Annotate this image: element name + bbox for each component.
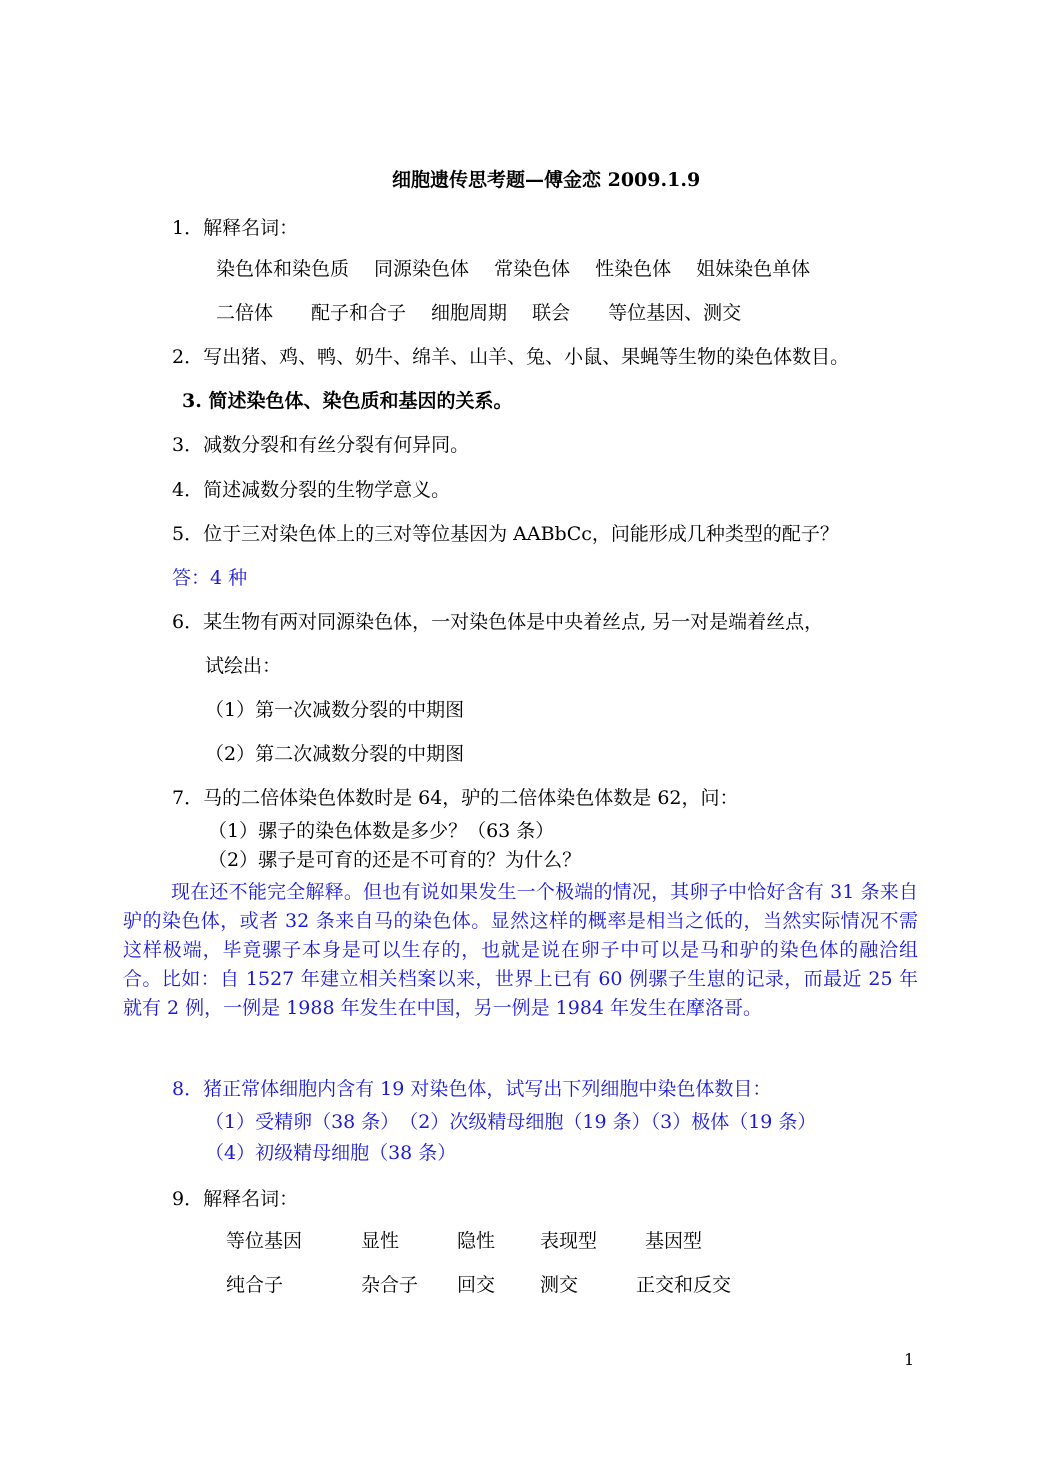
question-3: 3．减数分裂和有丝分裂有何异同。 [172,434,470,456]
question-1-label: 1．解释名词： [172,217,299,239]
question-9-term: 隐性 [457,1230,496,1252]
question-7-sub2: （2）骡子是可育的还是不可育的？为什么？ [208,849,582,871]
question-9-term: 测交 [540,1274,579,1296]
question-7-sub1: （1）骡子的染色体数是多少？（63 条） [208,820,555,842]
question-9-term: 正交和反交 [636,1274,732,1296]
question-8-line3: （4）初级精母细胞（38 条） [205,1142,457,1164]
question-6-sub1: （1）第一次减数分裂的中期图 [205,699,465,721]
question-4: 4．简述减数分裂的生物学意义。 [172,479,451,501]
question-5: 5．位于三对染色体上的三对等位基因为 AABbCc，问能形成几种类型的配子？ [172,523,839,545]
question-9-term: 显性 [361,1230,400,1252]
question-6-line1: 6．某生物有两对同源染色体，一对染色体是中央着丝点, 另一对是端着丝点， [172,611,824,633]
question-3-bold: 3. 简述染色体、染色质和基因的关系。 [182,390,513,412]
question-8-line2: （1）受精卵（38 条） （2）次级精母细胞（19 条）（3）极体（19 条） [205,1111,817,1133]
question-6-line2: 试绘出： [205,655,282,677]
document-title: 细胞遗传思考题—傅金恋 2009.1.9 [392,169,701,191]
question-6-sub2: （2）第二次减数分裂的中期图 [205,743,465,765]
page-number: 1 [904,1350,915,1369]
question-2: 2．写出猪、鸡、鸭、奶牛、绵羊、山羊、兔、小鼠、果蝇等生物的染色体数目。 [172,346,850,368]
question-1-terms-row1: 染色体和染色质 同源染色体 常染色体 性染色体 姐妹染色单体 [216,258,811,280]
question-9-term: 杂合子 [361,1274,419,1296]
question-9-term: 基因型 [645,1230,703,1252]
question-7-answer: 现在还不能完全解释。但也有说如果发生一个极端的情况，其卵子中恰好含有 31 条来自驴的染色体，或者 32 条来自马的染色体。显然这样的概率是相当之低的，当然实际情况不需这样极端，毕竟骡子本身是可以生存的，也就是说在卵子中可以是马和驴的染色体的融洽组合。比如：自 1527 年建立相关档案以来，世界上已有 60 例骡子生崽的记录，而最近 25 年就有 2 例，一例是 1988 年发生在中国，另一例是 1984 年发生在摩洛哥。 [123,881,918,1019]
question-1-terms-row2: 二倍体 配子和合子 细胞周期 联会 等位基因、测交 [216,302,742,324]
question-9-term: 表现型 [540,1230,598,1252]
question-9-term: 纯合子 [226,1274,284,1296]
question-9-term: 回交 [457,1274,496,1296]
question-8-line1: 8．猪正常体细胞内含有 19 对染色体，试写出下列细胞中染色体数目： [172,1078,772,1100]
question-9-label: 9．解释名词： [172,1188,299,1210]
question-5-answer: 答：4 种 [172,567,248,589]
question-7-line1: 7．马的二倍体染色体数时是 64，驴的二倍体染色体数是 62，问： [172,787,739,809]
question-9-term: 等位基因 [226,1230,303,1252]
